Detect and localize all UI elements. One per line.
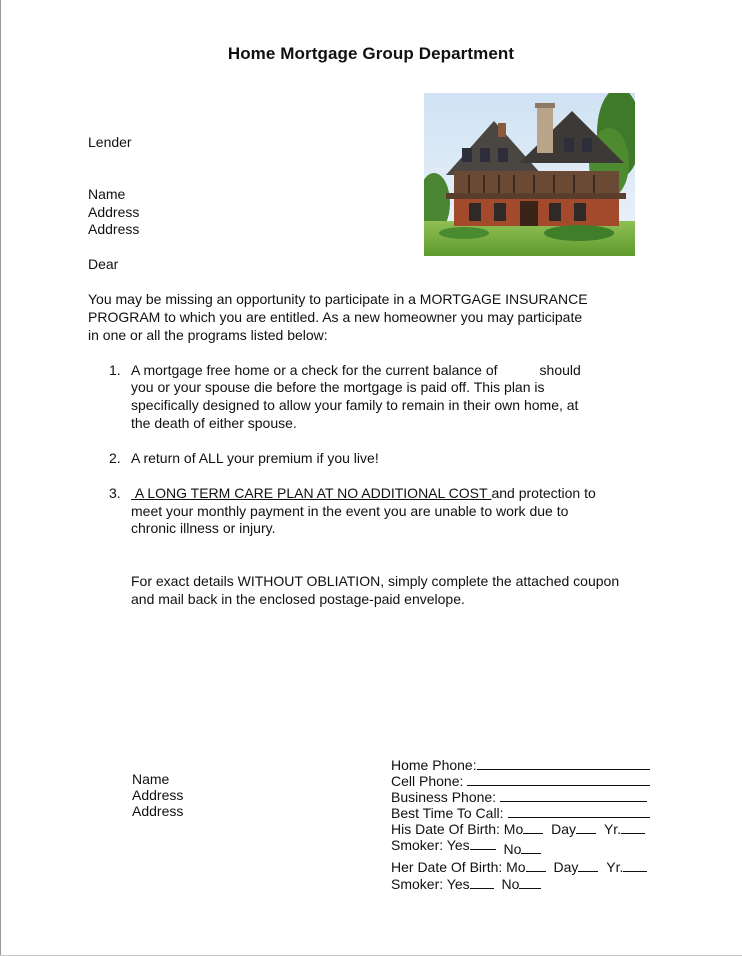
program-1-text-a: A mortgage free home or a check for the current balance of — [131, 362, 498, 378]
home-phone-label: Home Phone: — [391, 757, 477, 773]
coupon-name-label: Name — [132, 771, 170, 787]
closing-line-1: For exact details WITHOUT OBLIATION, simply complete the attached coupon — [131, 573, 620, 589]
coupon-address-1-label: Address — [132, 787, 184, 803]
business-phone-field[interactable] — [391, 788, 647, 805]
house-photo-icon — [424, 93, 635, 256]
lender-label: Lender — [88, 134, 132, 150]
home-phone-field[interactable] — [391, 756, 650, 773]
her-dob-field[interactable] — [391, 858, 647, 875]
her-dob-day-blank[interactable] — [578, 858, 598, 872]
recipient-address-2: Address — [88, 221, 140, 237]
her-dob-yr-label: Yr. — [606, 859, 624, 875]
his-dob-month-blank[interactable] — [523, 820, 543, 834]
his-smoker-yes-blank[interactable] — [470, 836, 496, 850]
best-time-field[interactable] — [391, 804, 650, 821]
program-3-line-2: meet your monthly payment in the event you are unable to work due to — [131, 503, 569, 519]
cell-phone-field[interactable] — [391, 772, 650, 789]
home-phone-blank[interactable] — [477, 756, 650, 770]
program-2-number: 2. — [109, 450, 121, 466]
her-dob-month-blank[interactable] — [526, 858, 546, 872]
his-dob-yr-blank[interactable] — [621, 820, 645, 834]
house-photo — [424, 93, 635, 256]
her-smoker-no-blank[interactable] — [519, 875, 541, 889]
her-smoker-field[interactable] — [391, 875, 541, 892]
his-smoker-no-blank[interactable] — [521, 840, 541, 854]
his-dob-day-blank[interactable] — [576, 820, 596, 834]
program-2-line-1: A return of ALL your premium if you live! — [131, 450, 379, 466]
best-time-label: Best Time To Call: — [391, 805, 504, 821]
her-dob-label: Her Date Of Birth: Mo — [391, 859, 526, 875]
his-dob-field[interactable] — [391, 820, 645, 837]
program-1-line-2: you or your spouse die before the mortgage is paid off. This plan is — [131, 379, 545, 395]
program-3-line-1 — [131, 485, 596, 503]
his-dob-day-label: Day — [551, 821, 577, 837]
intro-line-2: PROGRAM to which you are entitled. As a new homeowner you may participate — [88, 309, 583, 325]
cell-phone-label: Cell Phone: — [391, 773, 464, 789]
program-3-text-rest: and protection to — [491, 485, 596, 501]
his-dob-label: His Date Of Birth: Mo — [391, 821, 524, 837]
his-smoker-yes-label: Smoker: Yes — [391, 837, 470, 853]
recipient-address-1: Address — [88, 204, 140, 220]
her-dob-day-label: Day — [553, 859, 579, 875]
business-phone-label: Business Phone: — [391, 789, 497, 805]
greeting: Dear — [88, 256, 119, 272]
page-left-edge — [0, 0, 1, 956]
recipient-name: Name — [88, 186, 126, 202]
program-1-number: 1. — [109, 362, 121, 378]
coupon-address-2-label: Address — [132, 803, 184, 819]
program-3-underlined: A LONG TERM CARE PLAN AT NO ADDITIONAL COST — [134, 485, 488, 501]
cell-phone-blank[interactable] — [467, 772, 650, 786]
her-dob-yr-blank[interactable] — [623, 858, 647, 872]
her-smoker-no-label: No — [501, 876, 520, 892]
intro-line-3: in one or all the programs listed below: — [88, 327, 328, 343]
her-smoker-yes-label: Smoker: Yes — [391, 876, 470, 892]
program-1-line-3: specifically designed to allow your family to remain in their own home, at — [131, 397, 579, 413]
business-phone-blank[interactable] — [500, 788, 647, 802]
program-1-text-b: should — [539, 362, 581, 378]
program-3-line-3: chronic illness or injury. — [131, 520, 276, 536]
his-smoker-field[interactable] — [391, 836, 541, 857]
document-title: Home Mortgage Group Department — [227, 44, 515, 63]
her-smoker-yes-blank[interactable] — [470, 875, 494, 889]
program-3-number: 3. — [109, 485, 121, 501]
best-time-blank[interactable] — [508, 804, 650, 818]
intro-line-1: You may be missing an opportunity to participate in a MORTGAGE INSURANCE — [88, 291, 588, 307]
his-smoker-no-label: No — [503, 841, 522, 857]
program-1-line-4: the death of either spouse. — [131, 415, 297, 431]
his-dob-yr-label: Yr. — [603, 821, 622, 837]
program-1-line-1 — [131, 362, 581, 380]
closing-line-2: and mail back in the enclosed postage-paid envelope. — [131, 591, 465, 607]
